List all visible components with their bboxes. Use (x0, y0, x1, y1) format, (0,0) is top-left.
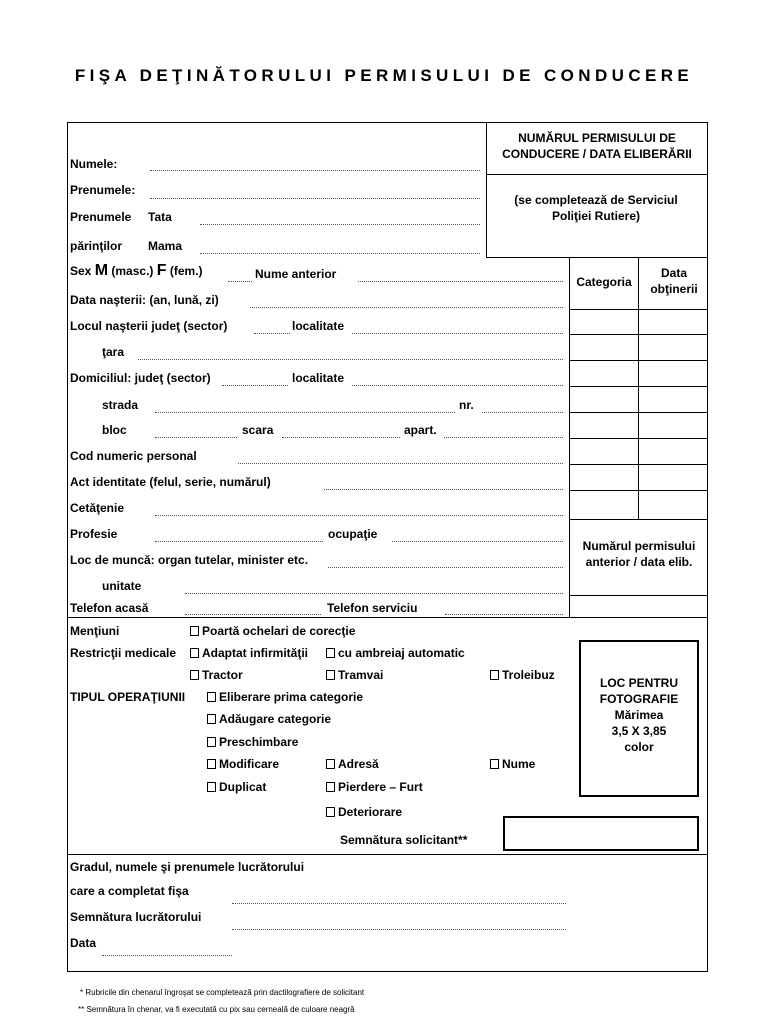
sex-f[interactable]: F (156, 262, 167, 279)
checkbox[interactable] (207, 759, 216, 769)
operatie-option-3[interactable] (207, 757, 279, 771)
operatie-option-1[interactable] (207, 712, 331, 726)
category-column-header: Categoria (576, 275, 632, 289)
prenumele-field[interactable] (150, 198, 480, 199)
ochelari-text: Poartă ochelari de corecţie (202, 624, 356, 638)
restrictii-label: Restricţii medicale (70, 646, 177, 660)
localitate-domiciliu-label: localitate (292, 371, 345, 385)
strada-label: strada (102, 398, 139, 412)
checkbox[interactable] (190, 670, 199, 680)
photo-line-2: FOTOGRAFIE (599, 692, 679, 706)
option-text: Eliberare prima categorie (219, 690, 364, 704)
nume-anterior-field[interactable] (358, 281, 563, 282)
checkbox[interactable] (490, 759, 499, 769)
scara-label: scara (242, 423, 274, 437)
semnatura-solicitant-label: Semnătura solicitant** (340, 833, 468, 847)
checkbox[interactable] (326, 782, 335, 792)
localitate-domiciliu-field[interactable] (352, 385, 563, 386)
numele-field[interactable] (150, 170, 480, 171)
checkbox[interactable] (326, 648, 335, 658)
checkbox[interactable] (207, 714, 216, 724)
checkbox[interactable] (190, 648, 199, 658)
profesie-field[interactable] (155, 541, 323, 542)
data-nasterii-label: Data naşterii: (an, lună, zi) (70, 293, 219, 307)
cetatenie-label: Cetăţenie (70, 501, 125, 515)
photo-line-4: 3,5 X 3,85 (611, 724, 667, 738)
act-identitate-label: Act identitate (felul, serie, numărul) (70, 475, 271, 489)
sex-m-note: (masc.) (111, 264, 154, 278)
nr-field[interactable] (482, 412, 563, 413)
localitate-nastere-label: localitate (292, 319, 345, 333)
operatie-option-6[interactable] (207, 780, 266, 794)
checkbox[interactable] (490, 670, 499, 680)
option-text: Tramvai (338, 668, 384, 682)
checkbox[interactable] (207, 782, 216, 792)
mentiuni-label: Menţiuni (70, 624, 120, 638)
option-text: Preschimbare (219, 735, 299, 749)
option-text: Duplicat (219, 780, 267, 794)
restrictie-option-0[interactable] (190, 646, 308, 660)
checkbox[interactable] (207, 692, 216, 702)
loc-munca-field[interactable] (328, 567, 563, 568)
loc-munca-label: Loc de muncă: organ tutelar, minister etc. (70, 553, 309, 567)
photo-text (579, 675, 699, 755)
photo-line-3: Mărimea (614, 708, 664, 722)
option-text: Modificare (219, 757, 280, 771)
operatie-option-8[interactable] (326, 805, 402, 819)
restrictie-option-1[interactable] (326, 646, 465, 660)
operatie-option-0[interactable] (207, 690, 363, 704)
nume-anterior-label: Nume anterior (255, 267, 337, 281)
previous-license-label: Numărul permisului anterior / data elib. (582, 539, 696, 569)
footnote-1: * Rubricile din chenarul îngroşat se completează prin dactilografiere de solicitant (80, 988, 365, 997)
worker-line-2: care a completat fişa (70, 884, 189, 898)
checkbox[interactable] (326, 759, 335, 769)
footnote-2: ** Semnătura în chenar, va fi executată cu pix sau cerneală de culoare neagră (78, 1005, 355, 1014)
domiciliul-label: Domiciliul: judeţ (sector) (70, 371, 211, 385)
sex-label: Sex (70, 264, 92, 278)
worker-line-1: Gradul, numele şi prenumele lucrătorului (70, 860, 305, 874)
localitate-nastere-field[interactable] (352, 333, 563, 334)
restrictie-option-3[interactable] (326, 668, 383, 682)
police-note: (se completează de Serviciul Poliţiei Rutiere) (514, 193, 678, 223)
mama-label: Mama (148, 239, 183, 253)
checkbox[interactable] (326, 807, 335, 817)
data-label: Data (70, 936, 97, 950)
tipul-operatiunii-label: TIPUL OPERAŢIUNII (70, 690, 186, 704)
ochelari-checkbox[interactable] (190, 626, 199, 636)
option-text: cu ambreiaj automatic (338, 646, 465, 660)
date-obtained-column-header: Data obţinerii (650, 266, 698, 296)
option-text: Troleibuz (502, 668, 555, 682)
profesie-label: Profesie (70, 527, 118, 541)
mama-field[interactable] (200, 253, 480, 254)
tara-label: ţara (102, 345, 125, 359)
strada-field[interactable] (155, 412, 455, 413)
nr-label: nr. (459, 398, 474, 412)
semnatura-lucratorului-label: Semnătura lucrătorului (70, 910, 202, 924)
photo-line-1: LOC PENTRU (600, 676, 678, 690)
act-identitate-field[interactable] (324, 489, 563, 490)
bloc-field[interactable] (155, 437, 237, 438)
semnatura-lucratorului-field[interactable] (232, 929, 566, 930)
bloc-label: bloc (102, 423, 127, 437)
option-text: Adresă (338, 757, 379, 771)
restrictie-option-2[interactable] (190, 668, 243, 682)
prenumele-label: Prenumele: (70, 183, 136, 197)
option-text: Nume (502, 757, 536, 771)
option-text: Deteriorare (338, 805, 403, 819)
photo-line-5: color (624, 740, 654, 754)
ocupatie-label: ocupaţie (328, 527, 378, 541)
unitate-label: unitate (102, 579, 142, 593)
sex-row (70, 264, 203, 278)
worker-name-field[interactable] (232, 903, 566, 904)
apart-field[interactable] (444, 437, 563, 438)
checkbox[interactable] (207, 737, 216, 747)
restrictie-option-4[interactable] (490, 668, 555, 682)
prenumele-parintilor-label-2: părinţilor (70, 239, 123, 253)
cod-numeric-label: Cod numeric personal (70, 449, 197, 463)
apart-label: apart. (404, 423, 437, 437)
locul-nasterii-label: Locul naşterii judeţ (sector) (70, 319, 228, 333)
tata-label: Tata (148, 210, 172, 224)
option-text: Adaptat infirmităţii (202, 646, 309, 660)
telefon-acasa-label: Telefon acasă (70, 601, 149, 615)
operatie-option-2[interactable] (207, 735, 298, 749)
ochelari-option[interactable] (190, 624, 355, 638)
operatie-option-4[interactable] (326, 757, 379, 771)
data-field[interactable] (102, 955, 232, 956)
tara-field[interactable] (138, 359, 563, 360)
license-number-header: NUMĂRUL PERMISULUI DE CONDUCERE / DATA ELIBERĂRII (502, 131, 692, 161)
sex-f-note: (fem.) (169, 264, 203, 278)
checkbox[interactable] (326, 670, 335, 680)
semnatura-solicitant-box[interactable] (503, 816, 699, 851)
cod-numeric-field[interactable] (238, 463, 563, 464)
option-text: Tractor (202, 668, 243, 682)
form-title: FIŞA DEŢINĂTORULUI PERMISULUI DE CONDUCERE (74, 66, 694, 85)
data-nasterii-field[interactable] (250, 307, 563, 308)
telefon-serviciu-field[interactable] (445, 614, 563, 615)
unitate-field[interactable] (185, 593, 563, 594)
telefon-acasa-field[interactable] (185, 614, 321, 615)
option-text: Adăugare categorie (219, 712, 332, 726)
operatie-option-7[interactable] (326, 780, 423, 794)
operatie-option-5[interactable] (490, 757, 535, 771)
tata-field[interactable] (200, 224, 480, 225)
numele-label: Numele: (70, 157, 118, 171)
sex-m[interactable]: M (94, 262, 109, 279)
telefon-serviciu-label: Telefon serviciu (327, 601, 418, 615)
ocupatie-field[interactable] (392, 541, 563, 542)
option-text: Pierdere – Furt (338, 780, 423, 794)
scara-field[interactable] (282, 437, 400, 438)
cetatenie-field[interactable] (155, 515, 563, 516)
prenumele-parintilor-label-1: Prenumele (70, 210, 132, 224)
